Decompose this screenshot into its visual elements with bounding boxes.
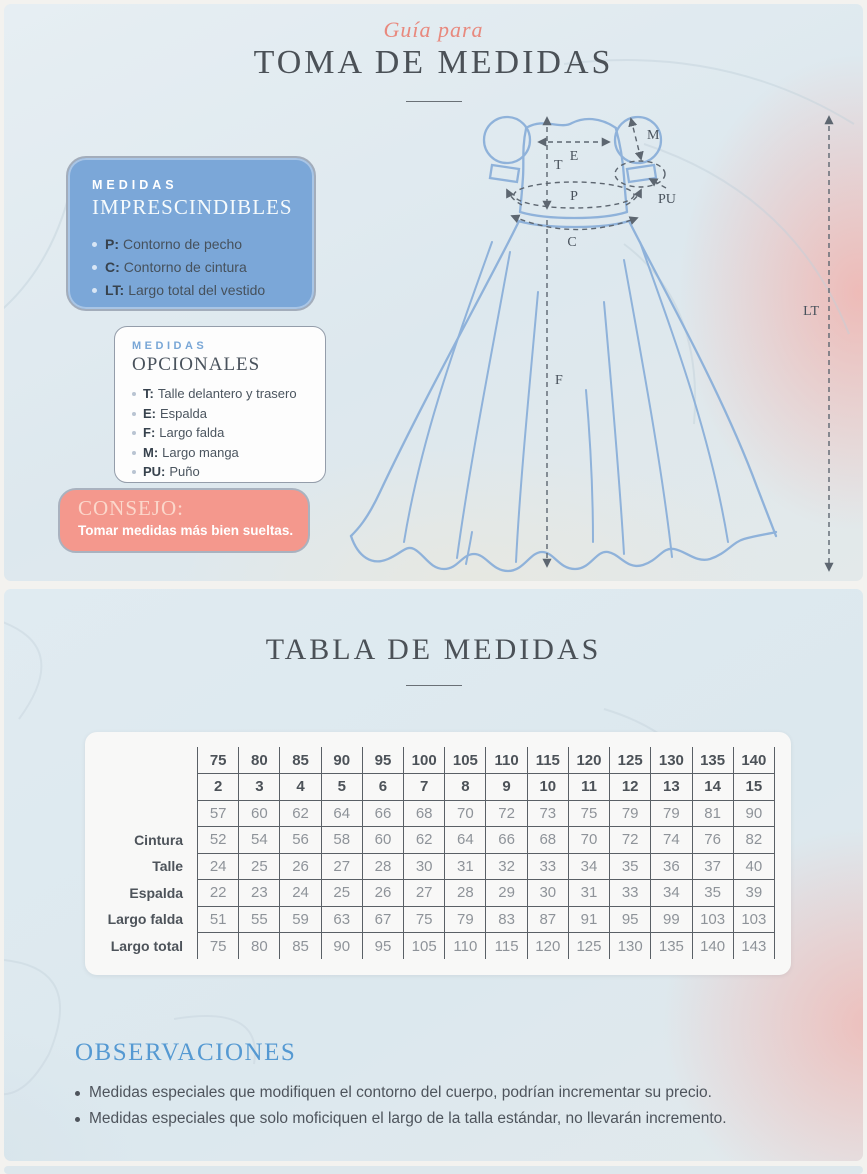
size-cell: 29 [486, 880, 527, 907]
table-row [85, 880, 775, 907]
size-cell: 66 [486, 827, 527, 854]
measure-key: T: [143, 386, 154, 401]
measure-key: E: [143, 405, 156, 421]
size-cell: 27 [321, 853, 362, 880]
size-cell: 90 [733, 800, 774, 827]
size-cell: 87 [527, 906, 568, 933]
observation-text: Medidas especiales que solo moficiquen el largo de la talla estándar, no llevarán incremento. [89, 1110, 727, 1127]
size-cell: 12 [610, 774, 651, 801]
label-pecho: P [570, 189, 578, 204]
size-cell: 35 [692, 880, 733, 907]
size-cell: 85 [280, 933, 321, 960]
size-cell: 103 [692, 906, 733, 933]
size-cell: 72 [610, 827, 651, 854]
label-manga: M [647, 128, 660, 143]
size-cell: 25 [321, 880, 362, 907]
size-cell: 28 [362, 853, 403, 880]
label-largo-total: LT [803, 304, 819, 319]
size-cell: 24 [280, 880, 321, 907]
measure-item [92, 279, 300, 302]
measure-key: M: [143, 444, 159, 460]
size-cell: 85 [280, 747, 321, 774]
table-row [85, 800, 775, 827]
bullet-icon [132, 451, 136, 455]
row-label: Talle [152, 858, 184, 875]
size-cell: 135 [651, 933, 692, 960]
divider [406, 685, 462, 686]
label-espalda: E [569, 149, 579, 164]
size-cell: 30 [527, 880, 568, 907]
row-label: Largo total [110, 937, 184, 954]
measure-key: P: [105, 236, 119, 252]
size-cell: 32 [486, 853, 527, 880]
measure-item [132, 423, 317, 443]
measure-desc: Talle delantero y trasero [157, 386, 297, 401]
bullet-icon [132, 431, 136, 435]
size-cell: 34 [568, 853, 609, 880]
size-cell: 79 [610, 800, 651, 827]
measure-key: F: [143, 425, 156, 440]
size-cell: 95 [362, 933, 403, 960]
size-cell: 110 [486, 747, 527, 774]
size-cell: 75 [198, 933, 239, 960]
observation-text: Medidas especiales que modifiquen el contorno del cuerpo, podrían incrementar su precio. [89, 1084, 712, 1101]
measure-desc: Largo total del vestido [128, 282, 266, 298]
label-cintura: C [567, 235, 577, 250]
size-cell: 51 [198, 906, 239, 933]
size-cell: 79 [651, 800, 692, 827]
skirt-fold-lines [404, 242, 728, 564]
measure-desc: Largo manga [162, 444, 239, 460]
size-cell: 125 [568, 933, 609, 960]
size-cell: 99 [651, 906, 692, 933]
card-heading: IMPRESCINDIBLES [92, 195, 293, 219]
size-cell: 75 [568, 800, 609, 827]
size-cell: 103 [733, 906, 774, 933]
observations-title: OBSERVACIONES [75, 1039, 297, 1066]
table-row [85, 827, 775, 854]
size-table-card [85, 732, 791, 975]
measure-desc: Puño [169, 464, 200, 479]
size-cell: 68 [404, 800, 445, 827]
measure-item [92, 256, 300, 279]
size-cell: 140 [733, 747, 774, 774]
optional-measures-card [114, 326, 326, 483]
observations-list [75, 1080, 815, 1132]
size-cell: 62 [404, 827, 445, 854]
top-guide-panel [4, 4, 863, 581]
size-cell: 5 [321, 774, 362, 801]
card-kicker: MEDIDAS [92, 178, 178, 192]
essential-measures-card [66, 156, 316, 311]
table-row [85, 774, 775, 801]
size-cell: 75 [198, 747, 239, 774]
page-title: TOMA DE MEDIDAS [253, 44, 614, 81]
size-cell: 95 [610, 906, 651, 933]
size-cell: 66 [362, 800, 403, 827]
size-cell: 34 [651, 880, 692, 907]
card-heading: OPCIONALES [132, 354, 261, 375]
measure-desc: Espalda [160, 405, 207, 421]
size-cell: 64 [445, 827, 486, 854]
bullet-icon [92, 242, 97, 247]
size-cell: 67 [362, 906, 403, 933]
size-cell: 70 [445, 800, 486, 827]
table-row [85, 906, 775, 933]
size-cell: 56 [280, 827, 321, 854]
size-cell: 23 [239, 880, 280, 907]
table-row [85, 933, 775, 960]
measure-key: LT: [105, 282, 125, 298]
size-cell: 60 [362, 827, 403, 854]
row-label: Espalda [129, 884, 184, 901]
size-cell: 22 [198, 880, 239, 907]
label-talle: T [554, 158, 563, 173]
size-cell: 140 [692, 933, 733, 960]
page-subtitle: Guía para [383, 17, 484, 42]
size-cell: 70 [568, 827, 609, 854]
size-cell: 9 [486, 774, 527, 801]
size-cell: 130 [610, 933, 651, 960]
size-cell: 58 [321, 827, 362, 854]
row-label [85, 774, 198, 801]
size-cell: 105 [404, 933, 445, 960]
optional-measures-list [132, 384, 317, 482]
bullet-icon [132, 412, 136, 416]
size-cell: 80 [239, 747, 280, 774]
size-cell: 15 [733, 774, 774, 801]
dress-outline [351, 117, 776, 571]
size-cell: 62 [280, 800, 321, 827]
table-section-title: TABLA DE MEDIDAS [265, 633, 602, 666]
size-cell: 100 [404, 747, 445, 774]
size-cell: 115 [486, 933, 527, 960]
measure-item [132, 404, 317, 424]
size-cell: 10 [527, 774, 568, 801]
size-cell: 120 [568, 747, 609, 774]
size-cell: 26 [362, 880, 403, 907]
size-cell: 27 [404, 880, 445, 907]
card-kicker: MEDIDAS [132, 340, 208, 352]
size-cell: 120 [527, 933, 568, 960]
size-cell: 82 [733, 827, 774, 854]
size-cell: 72 [486, 800, 527, 827]
size-cell: 40 [733, 853, 774, 880]
row-label [85, 747, 198, 774]
measure-key: PU: [143, 464, 166, 479]
size-cell: 2 [198, 774, 239, 801]
size-cell: 95 [362, 747, 403, 774]
size-cell: 143 [733, 933, 774, 960]
size-cell: 59 [280, 906, 321, 933]
measure-item [132, 443, 317, 463]
tip-heading: CONSEJO: [78, 496, 185, 520]
dress-measurement-diagram [342, 102, 847, 581]
size-cell: 57 [198, 800, 239, 827]
size-cell: 36 [651, 853, 692, 880]
size-cell: 54 [239, 827, 280, 854]
size-cell: 76 [692, 827, 733, 854]
measure-desc: Largo falda [159, 425, 225, 440]
measure-item [92, 233, 300, 256]
size-cell: 91 [568, 906, 609, 933]
size-cell: 105 [445, 747, 486, 774]
observation-item [75, 1106, 815, 1132]
observation-item [75, 1080, 815, 1106]
row-label [85, 800, 198, 827]
bottom-strip-panel [4, 1166, 863, 1174]
size-cell: 73 [527, 800, 568, 827]
bullet-icon [75, 1091, 80, 1096]
size-cell: 110 [445, 933, 486, 960]
label-falda: F [555, 373, 563, 388]
size-cell: 33 [527, 853, 568, 880]
size-cell: 55 [239, 906, 280, 933]
bullet-icon [92, 265, 97, 270]
measurement-lines [507, 117, 829, 570]
size-cell: 8 [445, 774, 486, 801]
size-cell: 68 [527, 827, 568, 854]
size-cell: 75 [404, 906, 445, 933]
measure-desc: Contorno de cintura [123, 259, 247, 275]
size-cell: 90 [321, 933, 362, 960]
size-cell: 39 [733, 880, 774, 907]
size-cell: 81 [692, 800, 733, 827]
size-cell: 90 [321, 747, 362, 774]
size-cell: 6 [362, 774, 403, 801]
measure-item [132, 384, 317, 404]
observations-section [75, 1039, 815, 1132]
size-cell: 7 [404, 774, 445, 801]
size-cell: 125 [610, 747, 651, 774]
table-row [85, 747, 775, 774]
tip-card [58, 488, 310, 553]
measure-key: C: [105, 259, 120, 275]
size-cell: 33 [610, 880, 651, 907]
bullet-icon [132, 392, 136, 396]
size-cell: 4 [280, 774, 321, 801]
size-cell: 13 [651, 774, 692, 801]
size-table-panel [4, 589, 863, 1161]
size-cell: 37 [692, 853, 733, 880]
size-cell: 135 [692, 747, 733, 774]
size-cell: 3 [239, 774, 280, 801]
label-puno: PU [658, 192, 676, 207]
size-cell: 130 [651, 747, 692, 774]
size-cell: 28 [445, 880, 486, 907]
measure-item [132, 462, 317, 482]
size-cell: 64 [321, 800, 362, 827]
tip-text: Tomar medidas más bien sueltas. [78, 523, 294, 538]
size-cell: 31 [568, 880, 609, 907]
size-cell: 60 [239, 800, 280, 827]
measure-desc: Contorno de pecho [123, 236, 243, 252]
size-cell: 115 [527, 747, 568, 774]
size-cell: 74 [651, 827, 692, 854]
size-cell: 14 [692, 774, 733, 801]
size-cell: 80 [239, 933, 280, 960]
row-label: Cintura [134, 831, 184, 848]
size-cell: 30 [404, 853, 445, 880]
size-cell: 63 [321, 906, 362, 933]
bullet-icon [92, 288, 97, 293]
size-cell: 83 [486, 906, 527, 933]
sizes-table [85, 747, 775, 959]
size-cell: 52 [198, 827, 239, 854]
size-cell: 11 [568, 774, 609, 801]
table-row [85, 853, 775, 880]
bullet-icon [75, 1117, 80, 1122]
size-cell: 79 [445, 906, 486, 933]
essential-measures-list [92, 233, 300, 302]
size-cell: 24 [198, 853, 239, 880]
bullet-icon [132, 470, 136, 474]
size-cell: 25 [239, 853, 280, 880]
row-label: Largo falda [107, 911, 184, 928]
measurement-labels [554, 128, 819, 388]
size-cell: 26 [280, 853, 321, 880]
size-cell: 35 [610, 853, 651, 880]
size-cell: 31 [445, 853, 486, 880]
